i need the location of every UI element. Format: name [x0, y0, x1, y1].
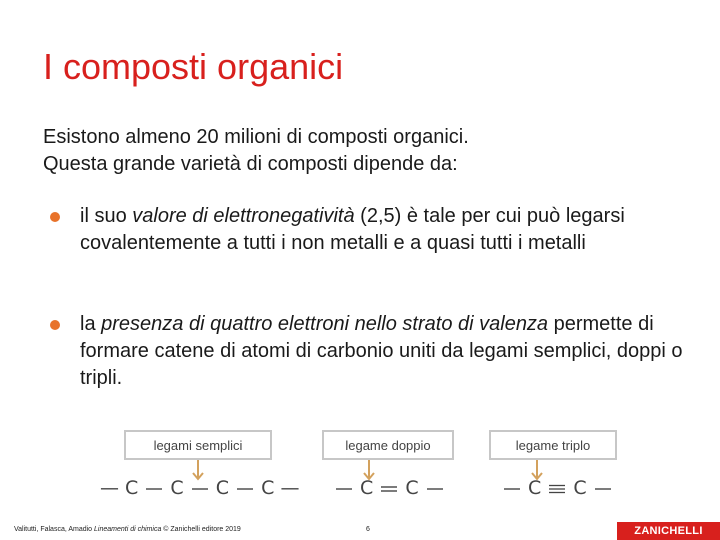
- bullet-emphasis: valore di elettronegatività: [132, 205, 355, 227]
- slide-title: I composti organici: [43, 46, 344, 87]
- single-bond-icon: [192, 481, 208, 497]
- triple-bond-chain: [502, 477, 613, 499]
- triple-bond-icon: [549, 481, 565, 497]
- book-title: Lineamenti di chimica: [94, 526, 162, 533]
- single-bond-icon: [336, 481, 352, 497]
- label-double-bond: legame doppio: [322, 430, 454, 460]
- single-bond-icon: [504, 481, 520, 497]
- double-bond-chain: [334, 477, 445, 499]
- single-bond-icon: [595, 481, 611, 497]
- atom-c: C: [360, 477, 374, 499]
- double-bond-icon: [381, 481, 397, 497]
- intro-line-2: Questa grande varietà di composti dipende da:: [43, 153, 458, 175]
- single-bond-icon: [427, 481, 443, 497]
- bullet-dot-icon: [50, 320, 60, 330]
- single-bond-icon: [237, 481, 253, 497]
- atom-c: C: [405, 477, 419, 499]
- atom-c: C: [215, 477, 230, 499]
- bullet-text: la presenza di quattro elettroni nello strato di valenza permette di formare catene di atomi di carbonio uniti da legami semplici, doppi o tripli.: [80, 313, 683, 389]
- label-single-bonds: legami semplici: [124, 430, 272, 460]
- bullet-dot-icon: [50, 212, 60, 222]
- single-bond-chain: — C C C C —: [100, 477, 300, 499]
- publisher-logo: ZANICHELLI: [617, 522, 720, 540]
- label-triple-bond: legame triplo: [489, 430, 617, 460]
- bullet-emphasis: presenza di quattro elettroni nello strato di valenza: [101, 313, 549, 335]
- intro-text: [43, 124, 693, 178]
- page-number: 6: [366, 526, 370, 533]
- bullet-item-valence-electrons: [50, 311, 690, 392]
- bullet-text: il suo valore di elettronegatività (2,5) è tale per cui può legarsi covalentemente a tutti i non metalli e a quasi tutti i metalli: [80, 205, 625, 254]
- bullet-item-electronegativity: [50, 203, 690, 257]
- footer-credit: Valitutti, Falasca, Amadio Lineamenti di chimica © Zanichelli editore 2019: [14, 526, 241, 533]
- atom-c: C: [125, 477, 139, 499]
- atom-c: C: [170, 477, 184, 499]
- atom-c: C: [261, 477, 275, 499]
- single-bond-icon: [146, 481, 162, 497]
- intro-line-1: Esistono almeno 20 milioni di composti organici.: [43, 126, 469, 148]
- atom-c: C: [573, 477, 587, 499]
- atom-c: C: [528, 477, 542, 499]
